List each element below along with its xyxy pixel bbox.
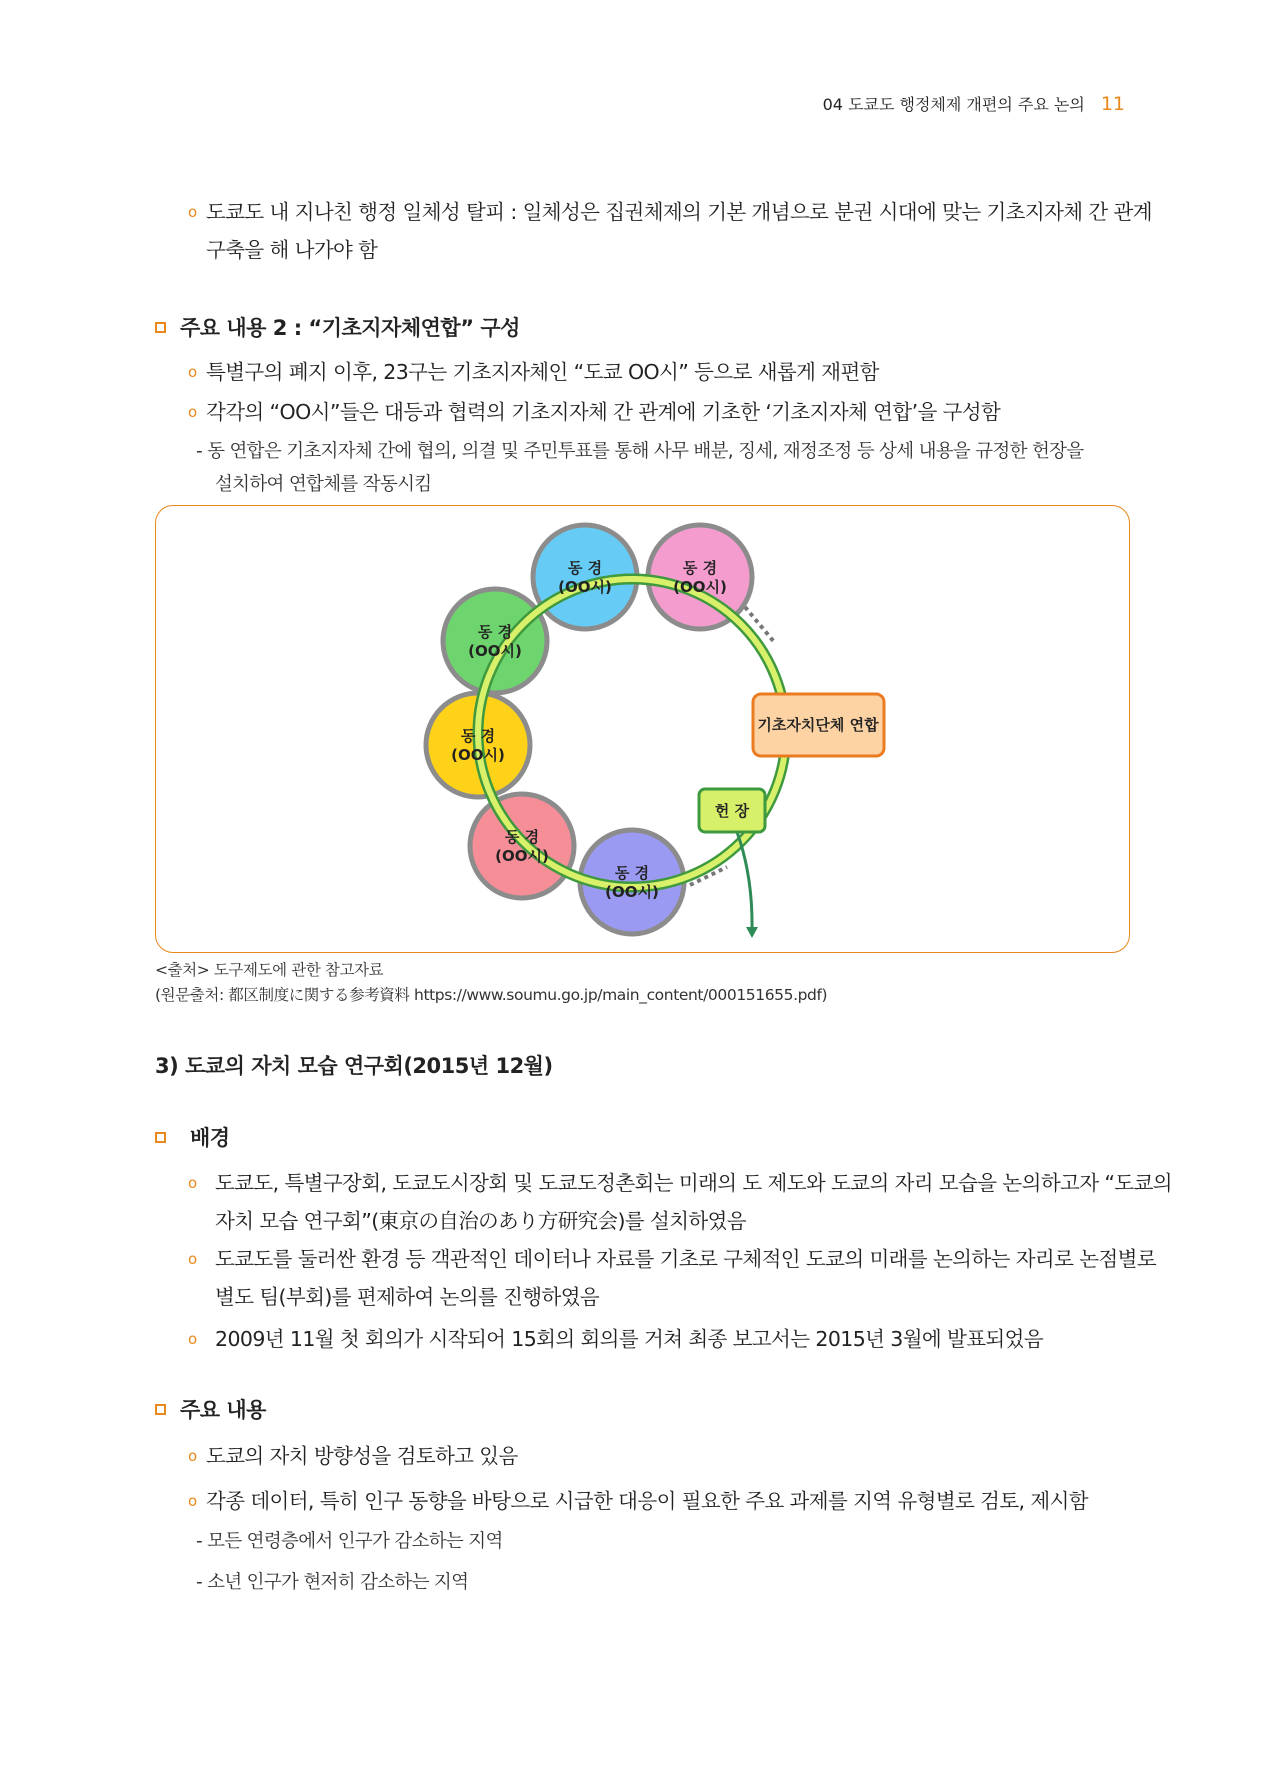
section2-dash-line2: 설치하여 연합체를 작동시킴 — [215, 474, 432, 495]
circle-bullet-icon: o — [188, 1330, 197, 1348]
circle-bullet-icon: o — [188, 1447, 197, 1465]
square-bullet-icon — [155, 1132, 166, 1143]
city-node-3 — [443, 589, 547, 693]
section2-dash-line1: - 동 연합은 기초지자체 간에 협의, 의결 및 주민투표를 통해 사무 배분, 징세, 재정조정 등 상세 내용을 규정한 헌장을 — [196, 441, 1084, 462]
background-bullet2: o 도쿄도를 둘러싼 환경 등 객관적인 데이터나 자료를 기초로 구체적인 도쿄의 미래를 논의하는 자리로 논점별로 — [188, 1240, 1156, 1278]
circle-bullet-icon: o — [188, 1250, 197, 1268]
intro-bullet-cont: 구축을 해 나가야 함 — [206, 238, 378, 262]
page-number: 11 — [1100, 93, 1125, 115]
node-label-1a: 동 경 — [567, 559, 603, 577]
node-label-3a: 동 경 — [477, 623, 513, 641]
header-title: 04 도쿄도 행정체제 개편의 주요 논의 — [822, 95, 1085, 114]
background-bullet2-cont: 별도 팀(부회)를 편제하여 논의를 진행하였음 — [215, 1285, 600, 1309]
main-bullet2: o 각종 데이터, 특히 인구 동향을 바탕으로 시급한 대응이 필요한 주요 과제를 지역 유형별로 검토, 제시함 — [188, 1482, 1088, 1520]
running-header — [823, 92, 1125, 115]
source-line1: <출처> 도구제도에 관한 참고자료 — [155, 961, 384, 979]
node-label-1b: (OO시) — [558, 578, 612, 596]
circle-bullet-icon: o — [188, 363, 197, 381]
node-label-5a: 동 경 — [504, 828, 540, 846]
node-label-3b: (OO시) — [468, 642, 522, 660]
circle-bullet-icon: o — [188, 1492, 197, 1510]
node-label-2a: 동 경 — [682, 559, 718, 577]
background-bullet1: o 도쿄도, 특별구장회, 도쿄도시장회 및 도쿄도정촌회는 미래의 도 제도와 도쿄의 자리 모습을 논의하고자 “도쿄의 — [188, 1164, 1172, 1202]
square-bullet-icon — [155, 322, 166, 333]
circle-bullet-icon: o — [188, 403, 197, 421]
node-label-4b: (OO시) — [451, 746, 505, 764]
section2-bullet1: o 특별구의 폐지 이후, 23구는 기초지자체인 “도쿄 OO시” 등으로 새롭게 재편함 — [188, 353, 879, 391]
section3-title: 3) 도쿄의 자치 모습 연구회(2015년 12월) — [155, 1054, 553, 1078]
main-dash2: - 소년 인구가 현저히 감소하는 지역 — [196, 1572, 469, 1593]
intro-bullet: o 도쿄도 내 지나친 행정 일체성 탈피 : 일체성은 집권체제의 기본 개념으로 분권 시대에 맞는 기초지자체 간 관계 — [188, 193, 1152, 231]
background-bullet3: o 2009년 11월 첫 회의가 시작되어 15회의 회의를 거쳐 최종 보고서는 2015년 3월에 발표되었음 — [188, 1320, 1043, 1358]
charter-label: 헌 장 — [714, 802, 750, 820]
union-diagram — [155, 505, 1130, 953]
node-label-6a: 동 경 — [614, 864, 650, 882]
node-label-4a: 동 경 — [460, 727, 496, 745]
main-dash1: - 모든 연령층에서 인구가 감소하는 지역 — [196, 1531, 503, 1552]
main-bullet1: o 도쿄의 자치 방향성을 검토하고 있음 — [188, 1437, 518, 1475]
node-label-6b: (OO시) — [605, 883, 659, 901]
background-bullet1-cont: 자치 모습 연구회”(東京の自治のあり方研究会)를 설치하였음 — [215, 1209, 747, 1233]
section2-heading: 주요 내용 2 : “기초지자체연합” 구성 — [155, 312, 520, 342]
node-label-5b: (OO시) — [495, 847, 549, 865]
circle-bullet-icon: o — [188, 203, 197, 221]
source-line2: (원문출처: 都区制度に関する参考資料 https://www.soumu.go.jp/main_content/000151655.pdf) — [155, 986, 828, 1004]
background-heading: 배경 — [155, 1122, 230, 1152]
union-label: 기초자치단체 연합 — [757, 716, 879, 734]
node-label-2b: (OO시) — [673, 578, 727, 596]
section2-bullet2: o 각각의 “OO시”들은 대등과 협력의 기초지자체 간 관계에 기초한 ‘기초지자체 연합’을 구성함 — [188, 393, 1000, 431]
charter-arrow-head — [746, 927, 758, 938]
circle-bullet-icon: o — [188, 1174, 197, 1192]
main-content-heading: 주요 내용 — [155, 1394, 266, 1424]
square-bullet-icon — [155, 1404, 166, 1415]
